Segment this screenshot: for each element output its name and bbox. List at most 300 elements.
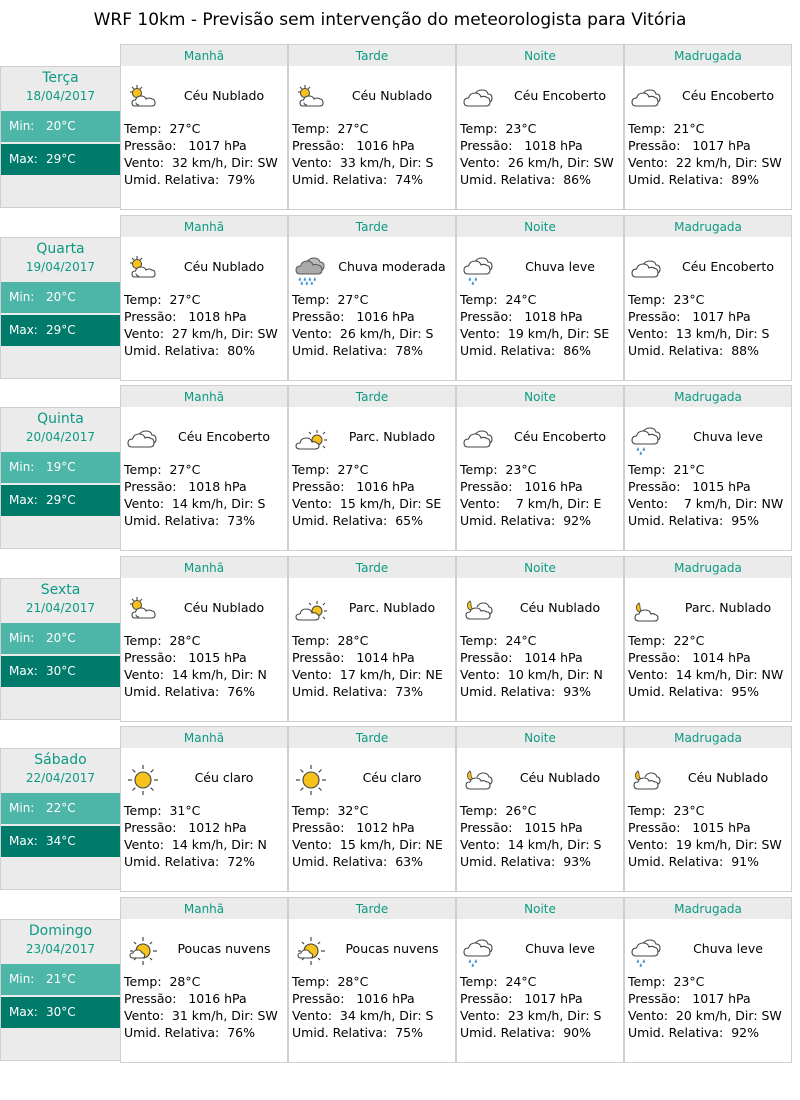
condition-text: Parc. Nublado	[348, 600, 436, 615]
wind-line	[628, 496, 783, 511]
day-panel	[0, 66, 121, 208]
period-cell	[624, 44, 792, 210]
temp-line	[460, 462, 536, 477]
wind-label: Vento:	[292, 667, 332, 682]
humidity-value: 95%	[731, 684, 760, 699]
wind-value: 32 km/h, Dir: SW	[171, 155, 278, 170]
day-name: Terça	[42, 70, 79, 86]
cloudy-night-icon	[461, 763, 497, 797]
humidity-label: Umid. Relativa:	[292, 1025, 388, 1040]
condition-text: Chuva leve	[693, 941, 763, 956]
wind-label: Vento:	[124, 326, 164, 341]
wind-line	[460, 496, 601, 511]
wind-line	[460, 667, 603, 682]
temp-label: Temp:	[460, 803, 498, 818]
pressure-label: Pressão:	[460, 991, 513, 1006]
temp-label: Temp:	[292, 803, 330, 818]
day-panel	[0, 748, 121, 890]
temp-line	[628, 803, 704, 818]
period-header: Tarde	[289, 898, 455, 919]
temp-label: Temp:	[628, 292, 666, 307]
period-header: Noite	[457, 386, 623, 407]
temp-value: 23°C	[505, 462, 537, 477]
pressure-line	[124, 991, 247, 1006]
wind-line	[460, 326, 609, 341]
humidity-value: 95%	[731, 513, 760, 528]
min-temp-box	[1, 623, 120, 654]
pressure-line	[460, 479, 583, 494]
pressure-value: 1012 hPa	[188, 820, 247, 835]
temp-line	[292, 121, 368, 136]
period-cell	[120, 897, 288, 1063]
wind-label: Vento:	[628, 837, 668, 852]
humidity-value: 86%	[563, 172, 592, 187]
pressure-label: Pressão:	[124, 479, 177, 494]
period-header: Manhã	[121, 898, 287, 919]
wind-value: 7 km/h, Dir: E	[507, 496, 602, 511]
humidity-line	[124, 684, 255, 699]
temp-label: Temp:	[124, 462, 162, 477]
temp-value: 27°C	[337, 462, 369, 477]
overcast-icon	[629, 81, 665, 115]
max-temp-box	[1, 144, 120, 175]
period-header: Manhã	[121, 557, 287, 578]
condition-text: Chuva moderada	[338, 259, 446, 274]
temp-line	[124, 292, 200, 307]
wind-line	[292, 1008, 433, 1023]
period-cell	[624, 897, 792, 1063]
pressure-label: Pressão:	[292, 820, 345, 835]
wind-label: Vento:	[460, 326, 500, 341]
temp-label: Temp:	[460, 121, 498, 136]
partly-cloudy-day-icon	[293, 81, 329, 115]
condition-text: Céu Nublado	[183, 88, 265, 103]
humidity-value: 93%	[563, 684, 592, 699]
max-temp-box	[1, 826, 120, 857]
sun-icon	[293, 763, 329, 797]
min-label: Min:	[9, 801, 35, 815]
temp-line	[124, 633, 200, 648]
temp-label: Temp:	[292, 462, 330, 477]
pressure-line	[124, 650, 247, 665]
pressure-value: 1017 hPa	[692, 309, 751, 324]
day-block	[0, 556, 793, 722]
temp-label: Temp:	[124, 292, 162, 307]
period-cell	[624, 215, 792, 381]
humidity-value: 89%	[731, 172, 760, 187]
period-header: Madrugada	[625, 898, 791, 919]
day-panel	[0, 578, 121, 720]
temp-value: 28°C	[169, 633, 201, 648]
humidity-line	[628, 172, 759, 187]
pressure-value: 1016 hPa	[356, 138, 415, 153]
period-cell	[288, 897, 456, 1063]
max-label: Max:	[9, 493, 38, 507]
period-cell	[624, 726, 792, 892]
temp-value: 24°C	[505, 292, 537, 307]
period-header: Tarde	[289, 386, 455, 407]
temp-line	[124, 121, 200, 136]
min-label: Min:	[9, 631, 35, 645]
humidity-line	[292, 684, 423, 699]
pressure-label: Pressão:	[292, 479, 345, 494]
humidity-line	[460, 172, 591, 187]
humidity-value: 91%	[731, 854, 760, 869]
humidity-value: 72%	[227, 854, 256, 869]
pressure-label: Pressão:	[460, 479, 513, 494]
temp-line	[460, 121, 536, 136]
wind-value: 14 km/h, Dir: N	[171, 837, 267, 852]
wind-label: Vento:	[460, 1008, 500, 1023]
wind-label: Vento:	[292, 496, 332, 511]
wind-label: Vento:	[124, 837, 164, 852]
max-temp-box	[1, 315, 120, 346]
few-clouds-icon	[125, 934, 161, 968]
temp-value: 31°C	[169, 803, 201, 818]
condition-text: Poucas nuvens	[177, 941, 271, 956]
pressure-value: 1016 hPa	[188, 991, 247, 1006]
wind-line	[460, 155, 614, 170]
humidity-line	[124, 172, 255, 187]
pressure-value: 1018 hPa	[188, 309, 247, 324]
period-cell	[288, 726, 456, 892]
max-temp-value: 29°C	[46, 152, 76, 166]
period-header: Noite	[457, 727, 623, 748]
pressure-value: 1016 hPa	[524, 479, 583, 494]
wind-label: Vento:	[124, 155, 164, 170]
period-cell	[120, 726, 288, 892]
period-cell	[120, 44, 288, 210]
humidity-value: 88%	[731, 343, 760, 358]
humidity-label: Umid. Relativa:	[628, 684, 724, 699]
condition-text: Parc. Nublado	[684, 600, 772, 615]
temp-value: 28°C	[337, 633, 369, 648]
temp-label: Temp:	[628, 121, 666, 136]
pressure-line	[628, 650, 751, 665]
wind-line	[460, 1008, 601, 1023]
temp-line	[124, 803, 200, 818]
light-rain-icon	[629, 934, 665, 968]
wind-value: 34 km/h, Dir: S	[339, 1008, 434, 1023]
temp-label: Temp:	[628, 633, 666, 648]
min-temp-box	[1, 452, 120, 483]
condition-text: Céu claro	[194, 770, 254, 785]
min-temp-value: 20°C	[46, 119, 76, 133]
pressure-value: 1015 hPa	[692, 479, 751, 494]
partly-cloudy-day-icon	[125, 252, 161, 286]
min-label: Min:	[9, 972, 35, 986]
temp-label: Temp:	[124, 121, 162, 136]
wind-label: Vento:	[292, 155, 332, 170]
pressure-value: 1018 hPa	[524, 138, 583, 153]
humidity-value: 80%	[227, 343, 256, 358]
pressure-label: Pressão:	[124, 820, 177, 835]
humidity-value: 93%	[563, 854, 592, 869]
pressure-label: Pressão:	[628, 309, 681, 324]
wind-line	[124, 496, 265, 511]
pressure-label: Pressão:	[124, 991, 177, 1006]
wind-value: 31 km/h, Dir: SW	[171, 1008, 278, 1023]
humidity-value: 74%	[395, 172, 424, 187]
wind-label: Vento:	[460, 155, 500, 170]
period-cell	[120, 556, 288, 722]
overcast-icon	[461, 81, 497, 115]
partly-cloudy-day-icon	[125, 81, 161, 115]
wind-line	[628, 837, 782, 852]
max-temp-value: 34°C	[46, 834, 76, 848]
period-header: Noite	[457, 557, 623, 578]
overcast-icon	[125, 422, 161, 456]
period-header: Manhã	[121, 386, 287, 407]
wind-line	[124, 837, 267, 852]
condition-text: Céu Nublado	[519, 770, 601, 785]
pressure-line	[628, 479, 751, 494]
partly-cloudy-night-icon	[629, 593, 665, 627]
pressure-value: 1016 hPa	[356, 479, 415, 494]
day-block	[0, 385, 793, 551]
temp-value: 27°C	[337, 292, 369, 307]
humidity-label: Umid. Relativa:	[292, 684, 388, 699]
humidity-label: Umid. Relativa:	[628, 513, 724, 528]
max-temp-box	[1, 997, 120, 1028]
humidity-value: 63%	[395, 854, 424, 869]
wind-line	[628, 667, 783, 682]
condition-text: Céu Encoberto	[682, 88, 774, 103]
day-name: Quarta	[36, 241, 85, 257]
wind-label: Vento:	[628, 1008, 668, 1023]
pressure-value: 1014 hPa	[356, 650, 415, 665]
humidity-label: Umid. Relativa:	[124, 343, 220, 358]
temp-value: 32°C	[337, 803, 369, 818]
wind-label: Vento:	[460, 837, 500, 852]
day-block	[0, 215, 793, 381]
temp-value: 27°C	[169, 121, 201, 136]
humidity-label: Umid. Relativa:	[292, 172, 388, 187]
pressure-value: 1018 hPa	[524, 309, 583, 324]
min-temp-value: 19°C	[46, 460, 76, 474]
humidity-label: Umid. Relativa:	[292, 343, 388, 358]
pressure-label: Pressão:	[460, 820, 513, 835]
wind-label: Vento:	[124, 1008, 164, 1023]
max-label: Max:	[9, 323, 38, 337]
pressure-value: 1017 hPa	[692, 138, 751, 153]
humidity-line	[292, 172, 423, 187]
pressure-label: Pressão:	[628, 650, 681, 665]
period-header: Tarde	[289, 216, 455, 237]
humidity-value: 86%	[563, 343, 592, 358]
period-header: Noite	[457, 898, 623, 919]
humidity-line	[628, 1025, 759, 1040]
day-date: 21/04/2017	[25, 601, 96, 615]
period-header: Madrugada	[625, 45, 791, 66]
condition-text: Céu Encoberto	[682, 259, 774, 274]
humidity-label: Umid. Relativa:	[124, 513, 220, 528]
wind-value: 26 km/h, Dir: S	[339, 326, 434, 341]
temp-value: 21°C	[673, 121, 705, 136]
temp-value: 24°C	[505, 633, 537, 648]
humidity-label: Umid. Relativa:	[460, 513, 556, 528]
partly-cloudy-day-icon	[125, 593, 161, 627]
condition-text: Céu claro	[362, 770, 422, 785]
wind-value: 22 km/h, Dir: SW	[675, 155, 782, 170]
humidity-line	[628, 684, 759, 699]
pressure-label: Pressão:	[124, 650, 177, 665]
period-cell	[456, 897, 624, 1063]
wind-value: 14 km/h, Dir: S	[507, 837, 602, 852]
humidity-label: Umid. Relativa:	[628, 343, 724, 358]
period-cell	[288, 385, 456, 551]
pressure-line	[460, 991, 583, 1006]
period-header: Madrugada	[625, 386, 791, 407]
pressure-label: Pressão:	[460, 650, 513, 665]
temp-value: 24°C	[505, 974, 537, 989]
temp-value: 22°C	[673, 633, 705, 648]
temp-value: 27°C	[169, 292, 201, 307]
condition-text: Chuva leve	[693, 429, 763, 444]
page-title: WRF 10km - Previsão sem intervenção do meteorologista para Vitória	[93, 10, 687, 30]
pressure-value: 1016 hPa	[356, 309, 415, 324]
wind-line	[292, 837, 443, 852]
temp-line	[292, 462, 368, 477]
pressure-line	[124, 479, 247, 494]
wind-value: 19 km/h, Dir: SE	[507, 326, 610, 341]
min-label: Min:	[9, 119, 35, 133]
pressure-label: Pressão:	[292, 650, 345, 665]
period-cell	[120, 385, 288, 551]
wind-value: 7 km/h, Dir: NW	[675, 496, 784, 511]
pressure-value: 1015 hPa	[692, 820, 751, 835]
condition-text: Céu Nublado	[687, 770, 769, 785]
min-temp-value: 20°C	[46, 631, 76, 645]
wind-line	[292, 155, 433, 170]
pressure-line	[292, 991, 415, 1006]
min-temp-box	[1, 282, 120, 313]
humidity-label: Umid. Relativa:	[460, 172, 556, 187]
max-label: Max:	[9, 152, 38, 166]
pressure-label: Pressão:	[628, 138, 681, 153]
humidity-value: 75%	[395, 1025, 424, 1040]
wind-label: Vento:	[124, 496, 164, 511]
day-panel	[0, 919, 121, 1061]
temp-label: Temp:	[460, 462, 498, 477]
condition-text: Céu Nublado	[351, 88, 433, 103]
period-header: Tarde	[289, 45, 455, 66]
pressure-value: 1012 hPa	[356, 820, 415, 835]
condition-text: Céu Nublado	[183, 600, 265, 615]
humidity-line	[124, 854, 255, 869]
period-cell	[288, 44, 456, 210]
humidity-label: Umid. Relativa:	[292, 854, 388, 869]
pressure-label: Pressão:	[460, 138, 513, 153]
period-header: Noite	[457, 216, 623, 237]
temp-label: Temp:	[460, 633, 498, 648]
max-label: Max:	[9, 664, 38, 678]
wind-value: 15 km/h, Dir: NE	[339, 837, 443, 852]
temp-line	[124, 462, 200, 477]
temp-value: 28°C	[169, 974, 201, 989]
pressure-line	[460, 650, 583, 665]
humidity-label: Umid. Relativa:	[628, 854, 724, 869]
min-label: Min:	[9, 290, 35, 304]
pressure-line	[292, 309, 415, 324]
temp-line	[460, 633, 536, 648]
period-header: Tarde	[289, 727, 455, 748]
wind-line	[124, 326, 278, 341]
wind-label: Vento:	[628, 667, 668, 682]
day-date: 22/04/2017	[25, 771, 96, 785]
pressure-value: 1017 hPa	[524, 991, 583, 1006]
wind-value: 10 km/h, Dir: N	[507, 667, 603, 682]
temp-line	[292, 803, 368, 818]
temp-value: 28°C	[337, 974, 369, 989]
humidity-value: 65%	[395, 513, 424, 528]
day-name: Quinta	[37, 411, 84, 427]
period-cell	[456, 556, 624, 722]
min-label: Min:	[9, 460, 35, 474]
max-temp-value: 30°C	[46, 664, 76, 678]
temp-label: Temp:	[460, 974, 498, 989]
pressure-value: 1017 hPa	[692, 991, 751, 1006]
pressure-value: 1015 hPa	[524, 820, 583, 835]
humidity-label: Umid. Relativa:	[124, 1025, 220, 1040]
sun-icon	[125, 763, 161, 797]
wind-label: Vento:	[292, 1008, 332, 1023]
wind-value: 33 km/h, Dir: S	[339, 155, 434, 170]
wind-label: Vento:	[292, 326, 332, 341]
temp-line	[628, 292, 704, 307]
humidity-value: 79%	[227, 172, 256, 187]
wind-label: Vento:	[292, 837, 332, 852]
humidity-label: Umid. Relativa:	[124, 172, 220, 187]
cloudy-night-icon	[629, 763, 665, 797]
period-header: Manhã	[121, 45, 287, 66]
wind-value: 13 km/h, Dir: S	[675, 326, 770, 341]
pressure-label: Pressão:	[628, 479, 681, 494]
min-temp-box	[1, 111, 120, 142]
pressure-value: 1018 hPa	[188, 479, 247, 494]
min-temp-value: 21°C	[46, 972, 76, 986]
humidity-line	[628, 343, 759, 358]
temp-line	[460, 292, 536, 307]
day-block	[0, 897, 793, 1063]
light-rain-icon	[461, 934, 497, 968]
humidity-line	[124, 343, 255, 358]
pressure-value: 1014 hPa	[524, 650, 583, 665]
humidity-label: Umid. Relativa:	[460, 343, 556, 358]
pressure-line	[292, 650, 415, 665]
wind-value: 15 km/h, Dir: SE	[339, 496, 442, 511]
period-cell	[456, 385, 624, 551]
pressure-line	[628, 309, 751, 324]
day-block	[0, 726, 793, 892]
day-date: 20/04/2017	[25, 430, 96, 444]
condition-text: Chuva leve	[525, 941, 595, 956]
period-header: Noite	[457, 45, 623, 66]
pressure-label: Pressão:	[292, 138, 345, 153]
light-rain-icon	[629, 422, 665, 456]
cloudy-night-icon	[461, 593, 497, 627]
wind-line	[292, 496, 441, 511]
temp-line	[292, 633, 368, 648]
humidity-line	[124, 1025, 255, 1040]
period-cell	[120, 215, 288, 381]
temp-value: 26°C	[505, 803, 537, 818]
temp-label: Temp:	[292, 121, 330, 136]
pressure-value: 1016 hPa	[356, 991, 415, 1006]
day-date: 18/04/2017	[25, 89, 96, 103]
humidity-line	[460, 1025, 591, 1040]
pressure-value: 1014 hPa	[692, 650, 751, 665]
